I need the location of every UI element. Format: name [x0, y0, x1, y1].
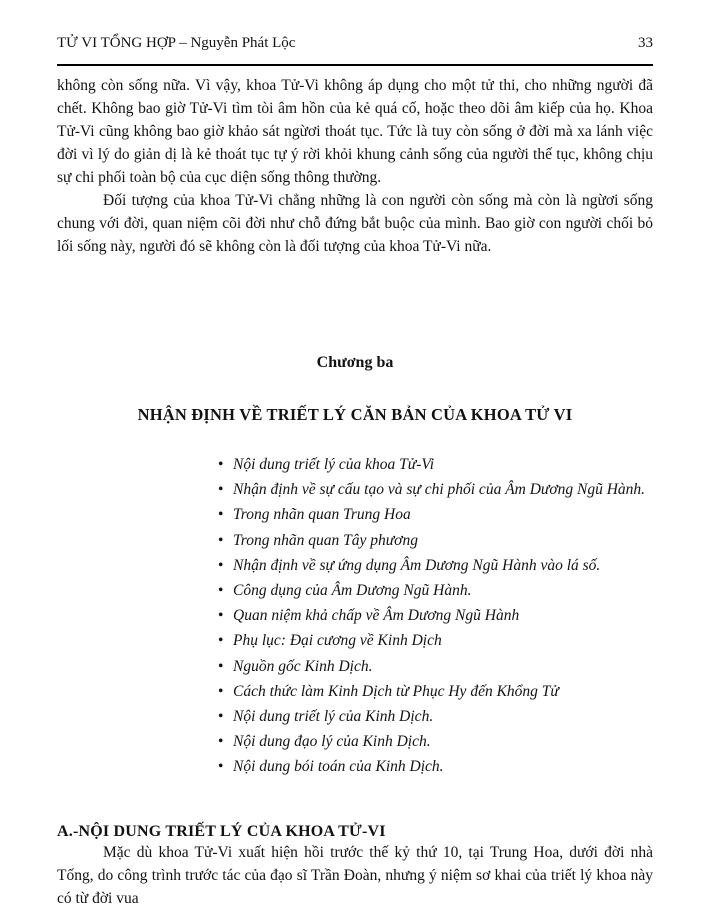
list-item-text: Quan niệm khả chấp về Âm Dương Ngũ Hành [233, 607, 520, 625]
chapter-title: NHẬN ĐỊNH VỀ TRIẾT LÝ CĂN BẢN CỦA KHOA TỬ VI [137, 405, 573, 424]
list-item-text: Nội dung triết lý của Kinh Dịch. [233, 708, 434, 726]
list-item-text: Nội dung triết lý của khoa Tử-Vi [233, 456, 435, 473]
list-item-text: Trong nhãn quan Tây phương [233, 531, 418, 549]
list-item [218, 477, 653, 502]
list-item [218, 704, 653, 729]
list-item [218, 628, 653, 653]
list-item [218, 654, 653, 679]
page-number: 33 [638, 35, 653, 51]
list-item [218, 578, 653, 603]
bullet-icon: • [218, 632, 224, 650]
header-divider [57, 64, 653, 66]
list-item [218, 528, 653, 553]
list-item [218, 754, 653, 779]
bullet-icon: • [218, 531, 224, 549]
paragraph-3: Mặc dù khoa Tử-Vi xuất hiện hồi trước thế kỷ thứ 10, tại Trung Hoa, dưới đời nhà Tống, do công trình trước tác của đạo sĩ Trần Đoàn, nhưng ý niệm sơ khai của triết lý khoa này có từ đời vua [57, 843, 653, 907]
list-item-text: Nội dung bói toán của Kinh Dịch. [233, 758, 444, 776]
list-item [218, 679, 653, 704]
list-item [218, 502, 653, 527]
paragraph-2: Đối tượng của khoa Tử-Vi chẳng những là con người còn sống mà còn là ngừơi sống chung với đời, quan niệm cõi đời như chỗ đứng bắt buộc của mình. Bao giờ con người chối bỏ lối sống này, người đó sẽ không còn là đối tượng của khoa Tử-Vi nữa. [57, 192, 653, 255]
running-title: TỬ VI TỔNG HỢP – Nguyễn Phát Lộc [57, 35, 296, 51]
list-item-text: Phụ lục: Đại cương về Kinh Dịch [233, 632, 442, 650]
bullet-icon: • [218, 582, 224, 600]
chapter-label: Chương ba [316, 354, 394, 371]
list-item-text: Nhận định về sự ứng dụng Âm Dương Ngũ Hành vào lá số. [233, 556, 601, 574]
bullet-icon: • [218, 733, 224, 751]
bullet-icon: • [218, 682, 224, 700]
list-item-text: Cách thức làm Kinh Dịch từ Phục Hy đến Khổng Tử [233, 682, 559, 700]
topic-list [218, 452, 653, 780]
bullet-icon: • [218, 456, 224, 473]
list-item [218, 729, 653, 754]
list-item-text: Nhận định về sự cấu tạo và sự chi phối của Âm Dương Ngũ Hành. [233, 481, 646, 499]
bullet-icon: • [218, 657, 224, 675]
list-item-text: Nguồn gốc Kinh Dịch. [233, 657, 373, 675]
paragraph-1: không còn sống nữa. Vì vậy, khoa Tử-Vi không áp dụng cho một tử thi, cho những người đã chết. Không bao giờ Tử-Vi tìm tòi âm hồn của kẻ quá cố, hoặc theo dõi âm kiếp của họ. Khoa Tử-Vi cũng không bao giờ khảo sát ngừơi thoát tục. Tức là tuy còn sống ở đời mà xa lánh việc đời vì lý do giản dị là kẻ thoát tục tự ý rời khỏi khung cảnh sống của người thế tục, không chịu sự chi phối toàn bộ của cục diện sống thông thường. [57, 77, 653, 186]
page-header [57, 34, 653, 53]
bullet-icon: • [218, 708, 224, 726]
section-heading: A.-NỘI DUNG TRIẾT LÝ CỦA KHOA TỬ-VI [57, 822, 386, 840]
list-item [218, 553, 653, 578]
list-item-text: Trong nhãn quan Trung Hoa [233, 506, 411, 524]
bullet-icon: • [218, 556, 224, 574]
bullet-icon: • [218, 607, 224, 625]
bullet-icon: • [218, 506, 224, 524]
list-item [218, 603, 653, 628]
bullet-icon: • [218, 481, 224, 499]
list-item [218, 452, 653, 477]
list-item-text: Công dụng của Âm Dương Ngũ Hành. [233, 582, 472, 600]
list-item-text: Nội dung đạo lý của Kinh Dịch. [233, 733, 431, 751]
bullet-icon: • [218, 758, 224, 776]
